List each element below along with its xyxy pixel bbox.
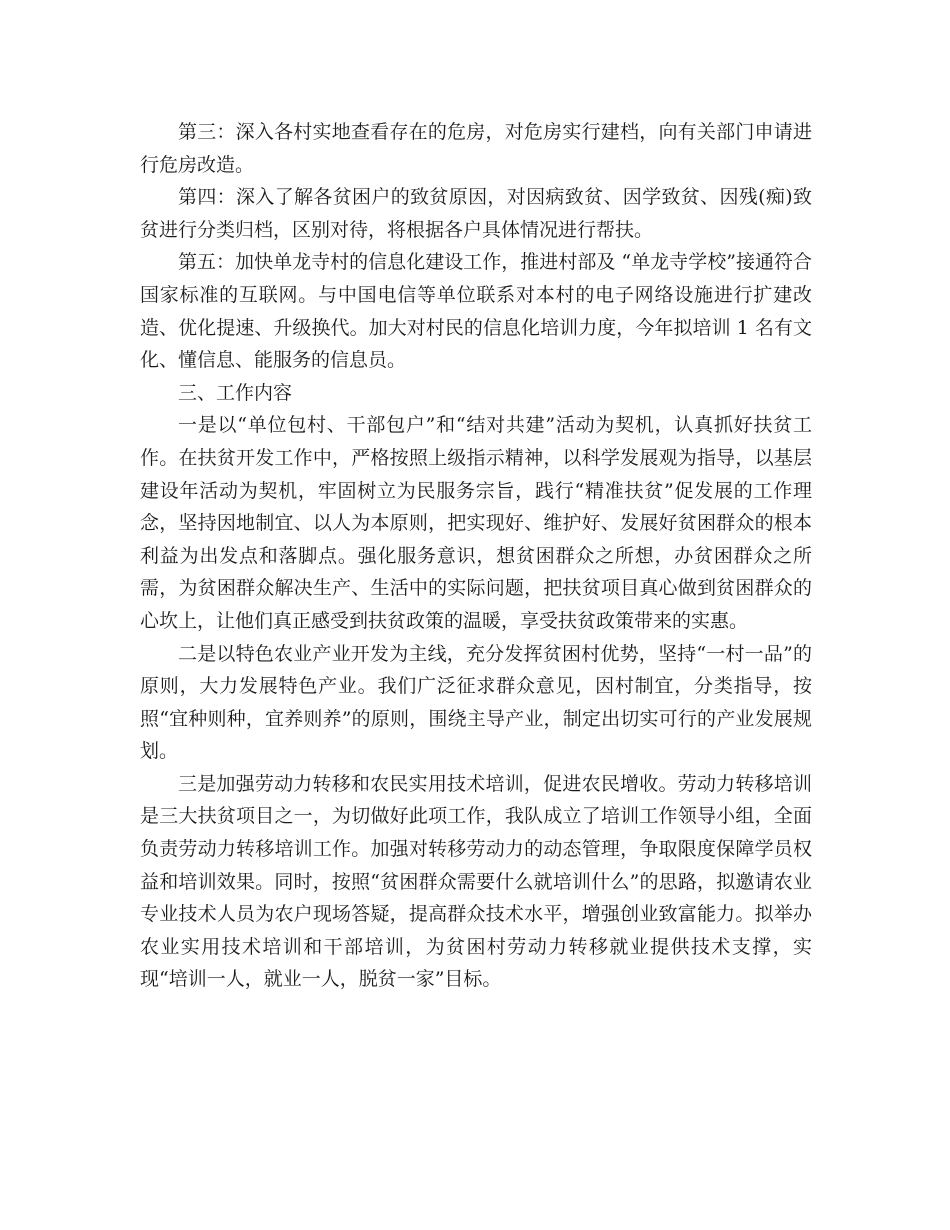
paragraph-item-5: 第五：加快单龙寺村的信息化建设工作，推进村部及 “单龙寺学校”接通符合国家标准的互联网。与中国电信等单位联系对本村的电子网络设施进行扩建改造、优化提速、升级换代。加大对村民的信息化培训力度，今年拟培训 1 名有文化、懂信息、能服务的信息员。 (140, 251, 812, 372)
paragraph-item-4: 第四：深入了解各贫困户的致贫原因，对因病致贫、因学致贫、因残(痴)致贫进行分类归档，区别对待，将根据各户具体情况进行帮扶。 (140, 186, 812, 241)
paragraph-second-task: 二是以特色农业产业开发为主线，充分发挥贫困村优势，坚持“一村一品”的原则，大力发展特色产业。我们广泛征求群众意见，因村制宜，分类指导，按照“宜种则种，宜养则养”的原则，围绕主导产业，制定出切实可行的产业发展规划。 (140, 642, 812, 763)
section-heading-work-content: 三、工作内容 (178, 381, 293, 404)
paragraph-item-3: 第三：深入各村实地查看存在的危房，对危房实行建档，向有关部门申请进行危房改造。 (140, 121, 812, 176)
document-body (140, 116, 812, 996)
paragraph-third-task: 三是加强劳动力转移和农民实用技术培训，促进农民增收。劳动力转移培训是三大扶贫项目之一，为切做好此项工作，我队成立了培训工作领导小组，全面负责劳动力转移培训工作。加强对转移劳动力的动态管理，争取限度保障学员权益和培训效果。同时，按照“贫困群众需要什么就培训什么”的思路，拟邀请农业专业技术人员为农户现场答疑，提高群众技术水平，增强创业致富能力。拟举办农业实用技术培训和干部培训，为贫困村劳动力转移就业提供技术支撑，实现“培训一人，就业一人，脱贫一家”目标。 (140, 772, 812, 991)
paragraph-first-task: 一是以“单位包村、干部包户”和“结对共建”活动为契机，认真抓好扶贫工作。在扶贫开发工作中，严格按照上级指示精神，以科学发展观为指导，以基层建设年活动为契机，牢固树立为民服务宗旨，践行“精准扶贫”促发展的工作理念，坚持因地制宜、以人为本原则，把实现好、维护好、发展好贫困群众的根本利益为出发点和落脚点。强化服务意识，想贫困群众之所想，办贫困群众之所需，为贫困群众解决生产、生活中的实际问题，把扶贫项目真心做到贫困群众的心坎上，让他们真正感受到扶贫政策的温暖，享受扶贫政策带来的实惠。 (140, 414, 812, 632)
